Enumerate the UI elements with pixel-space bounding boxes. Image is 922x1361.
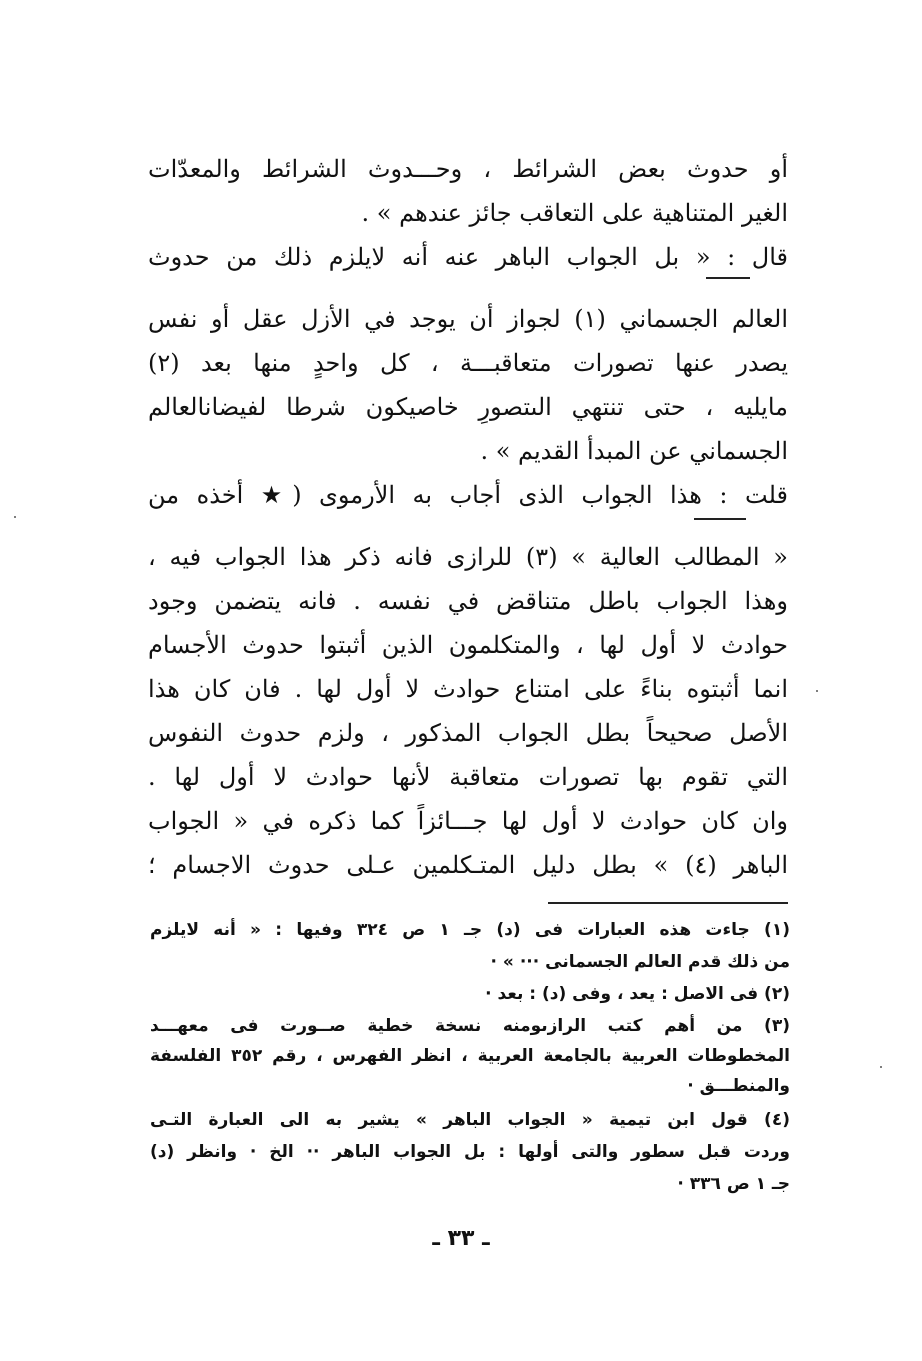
footnote-line-1: (١) جاءت هذه العبارات فى (د) جـ ١ ص ٣٢٤ وفيها : « أنه لايلزم (150, 920, 790, 940)
qala-underline (706, 277, 750, 279)
main-text-line-13: الأصل صحيحاً بطل الجواب المذكور ، ولزم حدوث النفوس (148, 719, 788, 747)
main-text-line-6: مايليه ، حتى تنتهي الىتصورٍ خاصيكون شرطا لفيضانالعالم (148, 393, 788, 421)
scan-speck (14, 516, 16, 518)
scan-speck (816, 690, 818, 692)
main-text-line-8: قلت : هذا الجواب الذى أجاب به الأرموى (★ أخذه من (148, 481, 788, 509)
footnote-line-3: (٢) فى الاصل : يعد ، وفى (د) : بعد · (485, 984, 790, 1004)
main-text-line-10: وهذا الجواب باطل متناقض في نفسه . فانه يتضمن وجود (148, 587, 788, 615)
main-text-line-14: التي تقوم بها تصورات متعاقبة لأنها حوادث لا أول لها . (148, 763, 788, 791)
footnote-line-8: وردت قبل سطور والتى أولها : بل الجواب الباهر ·· الخ · وانظر (د) (150, 1142, 790, 1162)
main-text-line-16: الباهر (٤) » بطل دليل المتـكلمين عـلى حدوث الاجسام ؛ (148, 851, 788, 879)
footnote-line-6: والمنطـــق · (687, 1076, 790, 1096)
scan-speck (880, 1066, 882, 1068)
main-text-line-5: يصدر عنها تصورات متعاقبـــة ، كل واحدٍ منها بعد (٢) (148, 349, 788, 377)
footnote-separator (548, 902, 788, 904)
main-text-line-4: العالم الجسماني (١) لجواز أن يوجد في الأزل عقل أو نفس (148, 305, 788, 333)
main-text-line-12: انما أثبتوه بناءً على امتناع حوادث لا أول لها . فان كان هذا (148, 675, 788, 703)
main-text-line-3: قال : « بل الجواب الباهر عنه أنه لايلزم ذلك من حدوث (148, 243, 788, 271)
main-text-line-7: الجسماني عن المبدأ القديم » . (480, 437, 788, 465)
footnote-line-9: جـ ١ ص ٣٣٦ · (677, 1174, 790, 1194)
footnote-line-2: من ذلك قدم العالم الجسمانى ··· » · (490, 952, 790, 972)
main-text-line-15: وان كان حوادث لا أول لها جـــائزاً كما ذكره في « الجواب (148, 807, 788, 835)
footnote-line-7: (٤) قول ابن تيمية « الجواب الباهر » يشير به الى العبارة التـى (150, 1110, 790, 1130)
main-text-line-1: أو حدوث بعض الشرائط ، وحـــدوث الشرائط والمعدّات (148, 155, 788, 183)
footnote-line-4: (٣) من أهم كتب الرازىومنه نسخة خطية صــورت فى معهـــد (150, 1016, 790, 1036)
page-number: ـ ٣٣ ـ (432, 1226, 490, 1251)
main-text-line-11: حوادث لا أول لها ، والمتكلمون الذين أثبتوا حدوث الأجسام (148, 631, 788, 659)
qultu-underline (694, 518, 746, 520)
footnote-line-5: المخطوطات العربية بالجامعة العربية ، انظر الفهرس ، رقم ٣٥٢ الفلسفة (150, 1046, 790, 1066)
main-text-line-2: الغير المتناهية على التعاقب جائز عندهم » . (361, 199, 788, 227)
main-text-line-9: « المطالب العالية » (٣) للرازى فانه ذكر هذا الجواب فيه ، (148, 543, 788, 571)
